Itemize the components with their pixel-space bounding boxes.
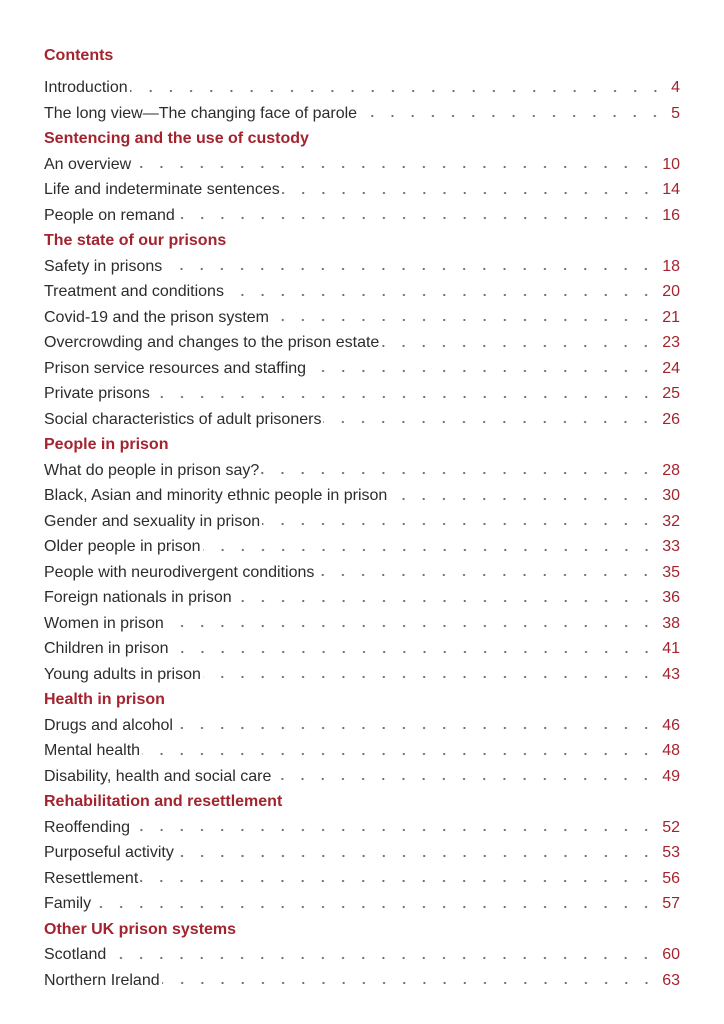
toc-entry-title: Purposeful activity [44, 844, 174, 861]
toc-entry-page: 46 [662, 716, 680, 734]
toc-entry-page: 60 [662, 946, 680, 963]
toc-entry-page: 16 [662, 206, 680, 224]
toc-entry-title: Private prisons [44, 385, 150, 402]
toc-entry-title: Life and indeterminate sentences [44, 181, 280, 198]
toc-entry-title: What do people in prison say? [44, 461, 260, 479]
toc-entry[interactable] [44, 891, 680, 917]
dot-leader [203, 548, 657, 552]
dot-leader [203, 675, 656, 679]
toc-entry-title: Mental health [44, 742, 141, 759]
toc-entry[interactable] [44, 483, 680, 509]
toc-section [44, 432, 680, 687]
dot-leader [308, 369, 656, 373]
toc-entry[interactable] [44, 968, 680, 994]
toc-entry[interactable] [44, 585, 680, 611]
toc-entry-title: Covid-19 and the prison system [44, 308, 269, 326]
dot-leader [262, 522, 656, 526]
toc-entry[interactable] [44, 840, 680, 866]
section-heading: The state of our prisons [44, 232, 227, 249]
toc-entry-title: People on remand [44, 206, 175, 224]
toc-entry-page: 57 [662, 895, 680, 912]
toc-section [44, 228, 680, 432]
dot-leader [175, 726, 656, 730]
toc-entry[interactable] [44, 534, 680, 560]
toc-entry-title: Drugs and alcohol [44, 716, 173, 734]
dot-leader [132, 828, 656, 832]
dot-leader [271, 318, 656, 322]
toc-entry-page: 35 [662, 563, 680, 581]
toc-entry-title: Young adults in prison [44, 665, 201, 683]
toc-entry[interactable] [44, 636, 680, 662]
dot-leader [273, 777, 656, 781]
toc-entry-page: 38 [662, 614, 680, 632]
dot-leader [133, 165, 656, 169]
toc-entry-page: 5 [671, 104, 680, 122]
toc-entry-page: 52 [662, 818, 680, 836]
toc-entry[interactable] [44, 279, 680, 305]
dot-leader [226, 293, 656, 297]
toc-entry[interactable] [44, 560, 680, 586]
dot-leader [108, 956, 656, 960]
toc-entry-title: Gender and sexuality in prison [44, 512, 261, 530]
dot-leader [152, 395, 656, 399]
dot-leader [171, 650, 657, 654]
dot-leader [166, 624, 656, 628]
toc-entry-page: 24 [662, 359, 680, 377]
toc-entry-page: 10 [662, 155, 680, 173]
toc-entry-page: 18 [662, 257, 680, 275]
table-of-contents [44, 43, 680, 993]
toc-entry-page: 28 [662, 461, 680, 479]
dot-leader [316, 573, 656, 577]
toc-entry-title: Family [44, 895, 92, 912]
dot-leader [164, 267, 656, 271]
toc-entry[interactable] [44, 866, 680, 892]
toc-entry-title: People with neurodivergent conditions [44, 563, 315, 581]
toc-entry-page: 26 [662, 410, 680, 428]
toc-entry-page: 56 [662, 869, 680, 887]
toc-entry-page: 4 [671, 79, 680, 96]
toc-entry[interactable] [44, 662, 680, 688]
toc-section [44, 917, 680, 994]
toc-sections [44, 126, 680, 993]
toc-entry-page: 36 [662, 589, 680, 606]
toc-entry[interactable] [44, 203, 680, 229]
toc-entry-introduction[interactable] [44, 75, 680, 101]
toc-entry-page: 23 [662, 334, 680, 351]
toc-entry-page: 14 [662, 181, 680, 198]
dot-leader [261, 471, 656, 475]
dot-leader [142, 752, 656, 756]
toc-section [44, 789, 680, 917]
toc-entry-title: Reoffending [44, 818, 130, 836]
dot-leader [176, 854, 656, 858]
toc-entry-title: Resettlement [44, 869, 139, 887]
toc-entry[interactable] [44, 356, 680, 382]
toc-entry-title: Safety in prisons [44, 257, 163, 275]
toc-entry[interactable] [44, 305, 680, 331]
toc-entry-title: Social characteristics of adult prisoners [44, 410, 322, 428]
toc-entry-title: Older people in prison [44, 538, 201, 555]
toc-entry-page: 53 [662, 844, 680, 861]
toc-entry-title: Prison service resources and staffing [44, 359, 307, 377]
section-heading: Other UK prison systems [44, 920, 237, 938]
toc-entry[interactable] [44, 330, 680, 356]
toc-entry-page: 25 [662, 385, 680, 402]
section-heading: Rehabilitation and resettlement [44, 793, 283, 810]
toc-entry-page: 63 [662, 971, 680, 989]
toc-entry[interactable] [44, 713, 680, 739]
toc-section [44, 126, 680, 228]
toc-entry-title: Northern Ireland [44, 971, 160, 989]
toc-entry-page: 48 [662, 742, 680, 759]
toc-entry-title: Introduction [44, 79, 128, 96]
toc-entry-page: 21 [662, 308, 680, 326]
toc-entry[interactable] [44, 815, 680, 841]
dot-leader [389, 497, 656, 501]
toc-entry-page: 33 [662, 538, 680, 555]
contents-title: Contents [44, 47, 114, 64]
toc-entry[interactable] [44, 458, 680, 484]
dot-leader [162, 981, 657, 985]
toc-entry-title: An overview [44, 155, 132, 173]
toc-entry-title: Children in prison [44, 640, 169, 657]
toc-entry-page: 43 [662, 665, 680, 683]
toc-entry[interactable] [44, 942, 680, 968]
toc-entry-page: 32 [662, 512, 680, 530]
toc-entry[interactable] [44, 254, 680, 280]
dot-leader [359, 114, 665, 118]
toc-entry[interactable] [44, 177, 680, 203]
dot-leader [323, 420, 656, 424]
section-heading: Health in prison [44, 691, 165, 708]
toc-entry[interactable] [44, 738, 680, 764]
toc-entry-page: 20 [662, 283, 680, 300]
toc-entry[interactable] [44, 381, 680, 407]
toc-entry-page: 49 [662, 767, 680, 785]
toc-entry-title: Scotland [44, 946, 107, 963]
toc-entry-title: Overcrowding and changes to the prison estate [44, 334, 380, 351]
section-heading: People in prison [44, 436, 169, 453]
toc-entry-title: Black, Asian and minority ethnic people in prison [44, 487, 388, 504]
toc-entry-page: 41 [662, 640, 680, 657]
intro-entries [44, 75, 680, 126]
toc-entry-page: 30 [662, 487, 680, 504]
dot-leader [177, 216, 656, 220]
toc-section [44, 687, 680, 789]
toc-entry[interactable] [44, 764, 680, 790]
dot-leader [93, 905, 656, 909]
dot-leader [130, 89, 665, 93]
toc-entry-title: Foreign nationals in prison [44, 589, 232, 606]
toc-entry-title: The long view—The changing face of parole [44, 104, 358, 122]
dot-leader [234, 599, 657, 603]
toc-entry[interactable] [44, 611, 680, 637]
toc-entry-the-long-view[interactable] [44, 101, 680, 127]
dot-leader [381, 344, 656, 348]
toc-entry-title: Treatment and conditions [44, 283, 224, 300]
toc-entry[interactable] [44, 407, 680, 433]
toc-entry-title: Women in prison [44, 614, 164, 632]
section-heading: Sentencing and the use of custody [44, 130, 309, 147]
dot-leader [140, 879, 656, 883]
toc-entry-title: Disability, health and social care [44, 767, 272, 785]
dot-leader [282, 191, 656, 195]
toc-entry[interactable] [44, 152, 680, 178]
toc-entry[interactable] [44, 509, 680, 535]
